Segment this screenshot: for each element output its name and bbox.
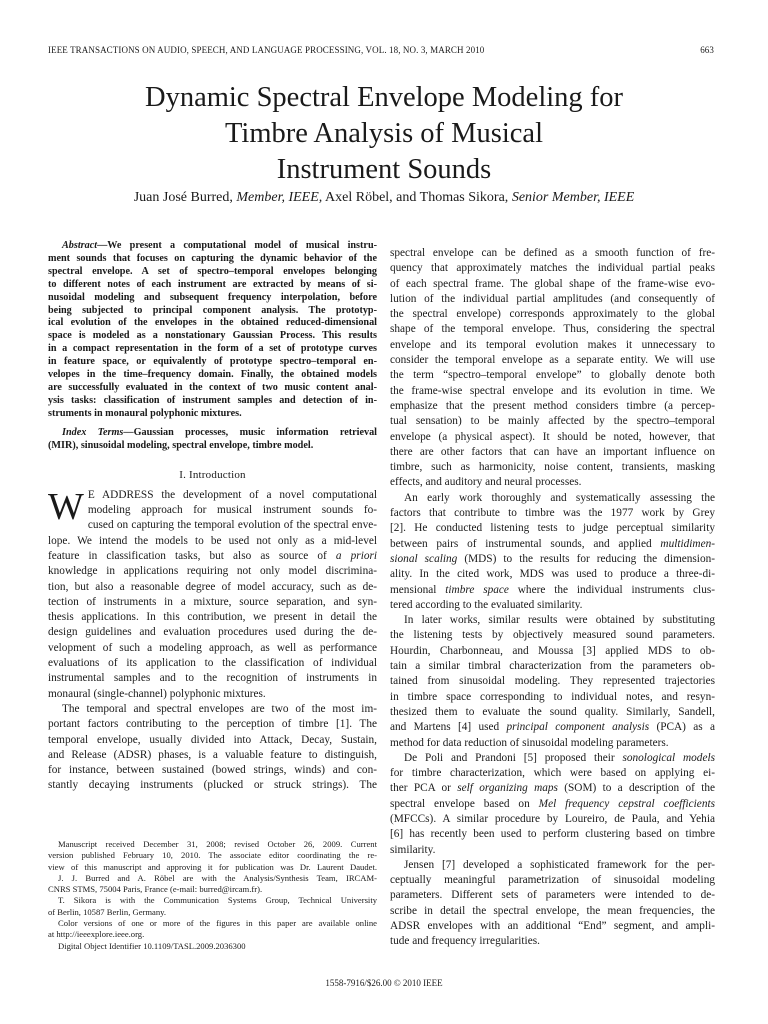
- text-line: temporal envelope, usually divided into Attack, Decay, Sustain,: [48, 733, 377, 746]
- text-run: between pairs of instrumental sounds, and applied: [390, 537, 661, 550]
- journal-name: IEEE TRANSACTIONS ON AUDIO, SPEECH, AND LANGUAGE PROCESSING, VOL. 18, NO. 3, MARCH 2010: [48, 45, 485, 55]
- text-line: there are other factors that can have an important influence on: [390, 445, 715, 458]
- text-line: the spectral envelope) corresponds approximately to the global: [390, 308, 715, 321]
- author-1-role: Member, IEEE,: [236, 190, 323, 205]
- paper-title: [60, 80, 708, 188]
- author-1: Juan José Burred,: [133, 190, 233, 205]
- abstract-line: spectral envelope. A set of spectro–temporal envelopes belonging: [48, 265, 377, 277]
- text-line: instrumental samples and to the recognition of instruments in: [48, 672, 377, 685]
- intro-paragraph-1: [48, 485, 378, 702]
- text-line: envelope (a physical aspect). It should be noted, however, that: [390, 430, 715, 443]
- text-line: and Release (ADSR) phases, is a valuable feature to distinguish,: [48, 748, 377, 761]
- abstract-line: struments in monaural polyphonic mixtures.: [48, 407, 242, 419]
- text-line: consider the temporal envelope as a separate entity. We will use: [390, 354, 715, 367]
- section-heading: I. Introduction: [179, 468, 246, 481]
- author-2-3: Axel Röbel, and Thomas Sikora,: [325, 190, 509, 205]
- text-run: where the individual instruments clus-: [508, 583, 715, 596]
- title-line-2: Timbre Analysis of Musical: [225, 118, 543, 149]
- drop-cap: W: [48, 485, 84, 528]
- text-run: spectral envelope based on: [390, 797, 539, 810]
- abstract-line: ysis tasks: classification of instrument samples and detection of in-: [48, 394, 377, 406]
- index-terms-line: (MIR), sinusoidal modeling, spectral envelope, timbre model.: [48, 439, 314, 451]
- text-line: E ADDRESS the development of a novel computational: [87, 488, 377, 501]
- abstract: [48, 240, 377, 421]
- text-line: [390, 797, 715, 812]
- title-line-1: Dynamic Spectral Envelope Modeling for: [144, 82, 624, 113]
- abstract-line: ment sounds that focuses on capturing the dynamic behavior of the: [48, 252, 377, 264]
- text-line: thesized them to evaluate the sound quality. Similarly, Sandell,: [390, 705, 715, 718]
- italic-term: sional scaling: [390, 552, 458, 565]
- abstract-line: nusoidal modeling and subsequent frequency interpolation, before: [48, 291, 377, 303]
- text-line: similarity.: [390, 843, 436, 856]
- text-run: and Martens [4] used: [390, 721, 507, 734]
- text-run: (PCA) as a: [649, 721, 715, 734]
- text-line: Hourdin, Charbonneau, and Moussa [3] applied MDS to ob-: [390, 644, 715, 657]
- footnote-line: Color versions of one or more of the figures in this paper are available online: [58, 918, 377, 929]
- text-line: tude and frequency irregularities.: [390, 935, 540, 948]
- copyright-footer: 1558-7916/$26.00 © 2010 IEEE: [325, 978, 443, 988]
- italic-term: timbre space: [445, 583, 509, 596]
- text-line: knowledge in applications requiring not only model discrimina-: [48, 565, 377, 578]
- text-line: thesis applications. In this contribution, we present in detail the: [48, 611, 377, 624]
- text-line: for instance, between sustained (bowed strings, winds) and con-: [48, 764, 377, 777]
- abstract-line: velopes in the time–frequency domain. Finally, the obtained models: [48, 369, 377, 381]
- text-line: [48, 549, 377, 564]
- text-run: (SOM) to a description of the: [557, 782, 715, 795]
- abstract-line: —We present a computational model of musical instru-: [97, 240, 377, 251]
- abstract-line: being subjected to principal component analysis. The prototyp-: [48, 304, 377, 316]
- text-line: tection of instruments in a mixture, source separation, and syn-: [48, 595, 377, 608]
- text-line: portant factors contributing to the perception of timbre [1]. The: [48, 718, 377, 731]
- right-paragraph-5: [390, 858, 715, 950]
- text-line: evaluations of its application to the classification of individual: [48, 657, 377, 670]
- text-line: emphasize that the present method considers timbre (a percep-: [390, 399, 715, 412]
- text-line: cused on capturing the temporal evolution of the spectral enve-: [87, 519, 377, 532]
- text-run: (MDS) to the results for reducing the dimension-: [457, 552, 716, 565]
- page-number: 663: [700, 45, 714, 55]
- abstract-line: ical evolution of the envelopes in the obtained reduced-dimensional: [48, 317, 377, 329]
- text-line: lution of the individual partial amplitudes (and consequently of: [390, 292, 715, 305]
- text-line: An early work thoroughly and systematically assessing the: [404, 491, 715, 504]
- text-line: velopment of such a modeling approach, as well as performance: [48, 641, 377, 654]
- text-run: ther PCA or: [390, 782, 458, 795]
- left-column: [48, 240, 377, 794]
- italic-term: principal component analysis: [506, 721, 650, 734]
- text-line: envelope and its temporal evolution makes it unnecessary to: [390, 338, 715, 351]
- doi-line: Digital Object Identifier 10.1109/TASL.2009.2036300: [58, 940, 246, 951]
- text-line: modeling approach for musical instrument sounds fo-: [87, 504, 377, 517]
- text-line: method for data reduction of sinusoidal modeling parameters.: [390, 736, 669, 749]
- abstract-line: space is modeled as a nonstationary Gaussian Process. This results: [48, 330, 377, 342]
- text-line: scribe in detail the spectral envelope, the mean frequencies, the: [390, 904, 715, 917]
- text-line: shape of the temporal envelope. Thus, considering the spectral: [390, 323, 715, 336]
- text-line: in timbre space corresponding to individual notes, and resyn-: [390, 690, 715, 703]
- text-line: In later works, similar results were obtained by substituting: [404, 614, 715, 627]
- text-line: tered according to the evaluated similarity.: [390, 598, 583, 611]
- text-run: De Poli and Prandoni [5] proposed their: [404, 751, 623, 764]
- italic-term: multidimen-: [660, 537, 715, 550]
- index-terms-lead: Index Terms: [62, 426, 124, 438]
- text-line: tion, but also a reasonable degree of model accuracy, such as de-: [48, 580, 377, 593]
- text-line: The temporal and spectral envelopes are two of the most im-: [62, 702, 377, 715]
- footnote-line: CNRS STMS, 75004 Paris, France (e-mail: burred@ircam.fr).: [48, 884, 263, 895]
- italic-term: self organizing maps: [457, 782, 558, 795]
- text-line: tained from sinusoidal modeling. They represented trajectories: [390, 675, 715, 688]
- text-line: design guidelines and evaluation procedures used during the de-: [48, 626, 377, 639]
- footnote-line: J. J. Burred and A. Röbel are with the Analysis/Synthesis Team, IRCAM-: [58, 872, 377, 883]
- right-paragraph-1: [390, 246, 715, 491]
- text-line: the frame-wise spectral envelope and its evolution in time. We: [390, 384, 715, 397]
- abstract-line: are successfully evaluated in the context of two music content anal-: [48, 381, 377, 393]
- text-line: parameters. Different sets of parameters were intended to de-: [390, 889, 715, 902]
- running-head: [48, 45, 714, 55]
- text-line: for timbre characterization, which were based on applying ei-: [390, 767, 715, 780]
- text-line: (MFCCs). A similar procedure by Loureiro, de Paula, and Yehia: [390, 812, 715, 825]
- title-line-3: Instrument Sounds: [276, 154, 492, 185]
- text-line: the listening tests by objectively measured sound parameters.: [390, 629, 715, 642]
- right-paragraph-3: [390, 613, 715, 751]
- footnote-line: version published February 10, 2010. The associate editor coordinating the re-: [48, 850, 377, 861]
- text-line: [6] has recently been used to perform clustering based on timbre: [390, 828, 715, 841]
- abstract-line: in a compact representation in the form of a set of prototype curves: [48, 343, 377, 355]
- italic-term: Mel frequency cepstral coefficients: [538, 797, 715, 810]
- text-line: lope. We intend the models to be used not only as a mid-level: [48, 534, 377, 547]
- text-line: [390, 583, 715, 598]
- footnote-line: of Berlin, 10587 Berlin, Germany.: [48, 906, 167, 917]
- text-line: tual sensation) to be mainly affected by the spectro–temporal: [390, 415, 715, 428]
- text-run: mensional: [390, 583, 446, 596]
- italic-term: a priori: [335, 549, 378, 562]
- abstract-lead: Abstract: [62, 240, 98, 251]
- text-line: [390, 537, 715, 552]
- text-line: [390, 781, 715, 796]
- right-paragraph-4: [390, 751, 715, 858]
- footnote-line: Manuscript received December 31, 2008; revised October 26, 2009. Current: [58, 839, 377, 849]
- text-run: feature in classification tasks, but also as source of: [48, 549, 336, 562]
- footnote-line: at http://ieeexplore.ieee.org.: [48, 929, 145, 940]
- text-line: tain a similar timbral characterization from the parameters ob-: [390, 660, 715, 673]
- index-terms-line: —Gaussian processes, music information retrieval: [123, 426, 377, 438]
- text-line: timbre, such as harmonicity, noise content, transients, masking: [390, 461, 715, 474]
- text-line: [2]. He conducted listening tests to judge perceptual similarity: [390, 522, 715, 535]
- text-line: quency that approximately matches the individual partial peaks: [390, 262, 715, 275]
- text-line: monaural (single-channel) polyphonic mixtures.: [48, 687, 266, 700]
- text-line: the term “spectro–temporal envelope” to globally denote both: [390, 369, 715, 382]
- right-column: [390, 246, 715, 950]
- text-line: [390, 552, 715, 567]
- footnote-line: T. Sikora is with the Communication Systems Group, Technical University: [58, 895, 377, 906]
- footnote-line: view of this manuscript and approving it for publication was Dr. Laurent Daudet.: [48, 861, 377, 872]
- text-line: ADSR envelopes with an additional “End” segment, and ampli-: [390, 920, 715, 933]
- author-3-role: Senior Member, IEEE: [511, 190, 635, 205]
- text-line: [390, 720, 715, 735]
- index-terms: [48, 427, 377, 453]
- text-line: of each spectral frame. The global shape of the frame-wise evo-: [390, 277, 715, 290]
- right-paragraph-2: [390, 491, 715, 613]
- text-line: stantly decaying instruments (plucked or struck strings). The: [48, 779, 377, 792]
- text-line: ality. In the cited work, MDS was used to produce a three-di-: [390, 568, 715, 581]
- footnotes: [48, 839, 377, 952]
- text-line: spectral envelope can be defined as a smooth function of fre-: [390, 247, 715, 259]
- author-list: [60, 190, 708, 206]
- italic-term: sonological models: [622, 751, 716, 764]
- text-line: [390, 751, 715, 766]
- abstract-line: in feature space, or equivalently of prototype spectro–temporal en-: [48, 356, 377, 368]
- text-line: ceptually meaningful parametrization of sinusoidal modeling: [390, 874, 715, 887]
- text-line: Jensen [7] developed a sophisticated framework for the per-: [404, 858, 715, 871]
- intro-paragraph-2: [48, 702, 377, 794]
- text-line: effects, and auditory and neural processes.: [390, 476, 582, 489]
- text-line: factors that contribute to timbre was the 1977 work by Grey: [390, 507, 715, 520]
- abstract-line: to different notes of each instrument are extracted by means of si-: [48, 278, 377, 290]
